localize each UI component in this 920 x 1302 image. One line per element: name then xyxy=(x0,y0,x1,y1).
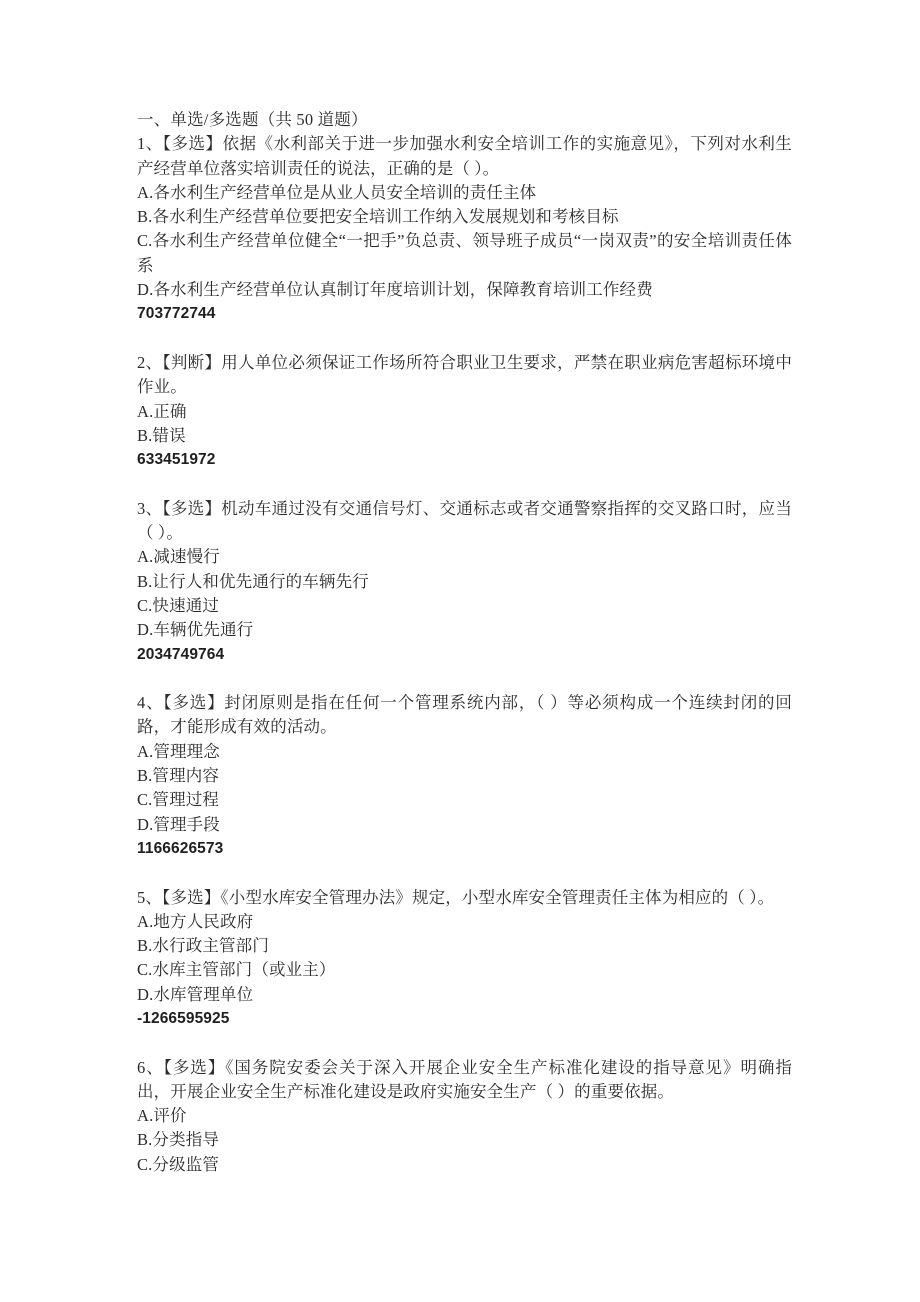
question-answer-code: 2034749764 xyxy=(137,645,225,663)
question-stem: 5、【多选】《小型水库安全管理办法》规定，小型水库安全管理责任主体为相应的（ ）。 xyxy=(137,887,775,907)
question-item xyxy=(137,886,792,1032)
section-heading: 一、单选/多选题（共 50 道题） xyxy=(137,110,368,129)
question-option[interactable]: D.水库管理单位 xyxy=(137,984,254,1004)
question-item xyxy=(137,497,792,667)
question-option[interactable]: C.各水利生产经营单位健全“一把手”负总责、领导班子成员“一岗双责”的安全培训责任体系 xyxy=(137,231,792,275)
question-option[interactable]: A.各水利生产经营单位是从业人员安全培训的责任主体 xyxy=(137,182,537,202)
question-option[interactable]: C.管理过程 xyxy=(137,790,220,810)
question-option[interactable]: A.管理理念 xyxy=(137,741,220,761)
question-stem: 6、【多选】《国务院安委会关于深入开展企业安全生产标准化建设的指导意见》明确指出，开展企业安全生产标准化建设是政府实施安全生产（ ）的重要依据。 xyxy=(137,1057,792,1101)
question-item xyxy=(137,1056,792,1177)
question-answer-code: 633451972 xyxy=(137,451,216,469)
question-answer-code: 703772744 xyxy=(137,305,216,323)
question-option[interactable]: B.各水利生产经营单位要把安全培训工作纳入发展规划和考核目标 xyxy=(137,207,619,227)
question-item xyxy=(137,691,792,861)
question-option[interactable]: A.减速慢行 xyxy=(137,547,220,567)
question-option[interactable]: B.让行人和优先通行的车辆先行 xyxy=(137,571,369,591)
question-option[interactable]: B.错误 xyxy=(137,425,186,445)
question-option[interactable]: C.水库主管部门（或业主） xyxy=(137,960,336,980)
question-option[interactable]: B.分类指导 xyxy=(137,1130,220,1150)
question-stem: 4、【多选】封闭原则是指在任何一个管理系统内部，（ ）等必须构成一个连续封闭的回路，才能形成有效的活动。 xyxy=(137,693,792,737)
question-option[interactable]: B.管理内容 xyxy=(137,766,220,786)
question-option[interactable]: B.水行政主管部门 xyxy=(137,936,269,956)
question-item xyxy=(137,351,792,472)
document-body xyxy=(137,108,792,1177)
question-option[interactable]: D.各水利生产经营单位认真制订年度培训计划，保障教育培训工作经费 xyxy=(137,280,653,300)
question-option[interactable]: D.管理手段 xyxy=(137,814,220,834)
question-option[interactable]: A.正确 xyxy=(137,401,187,421)
question-stem: 1、【多选】依据《水利部关于进一步加强水利安全培训工作的实施意见》，下列对水利生产经营单位落实培训责任的说法，正确的是（ ）。 xyxy=(137,134,792,178)
question-answer-code: 1166626573 xyxy=(137,839,224,857)
question-option[interactable]: C.快速通过 xyxy=(137,595,220,615)
question-option[interactable]: A.评价 xyxy=(137,1106,187,1126)
question-stem: 3、【多选】机动车通过没有交通信号灯、交通标志或者交通警察指挥的交叉路口时，应当（ ）。 xyxy=(137,498,792,543)
question-item xyxy=(137,132,792,326)
question-stem: 2、【判断】用人单位必须保证工作场所符合职业卫生要求，严禁在职业病危害超标环境中作业。 xyxy=(137,352,792,397)
question-option[interactable]: D.车辆优先通行 xyxy=(137,620,254,640)
question-option[interactable]: A.地方人民政府 xyxy=(137,911,254,931)
question-answer-code: -1266595925 xyxy=(137,1009,230,1027)
question-option[interactable]: C.分级监管 xyxy=(137,1154,220,1174)
